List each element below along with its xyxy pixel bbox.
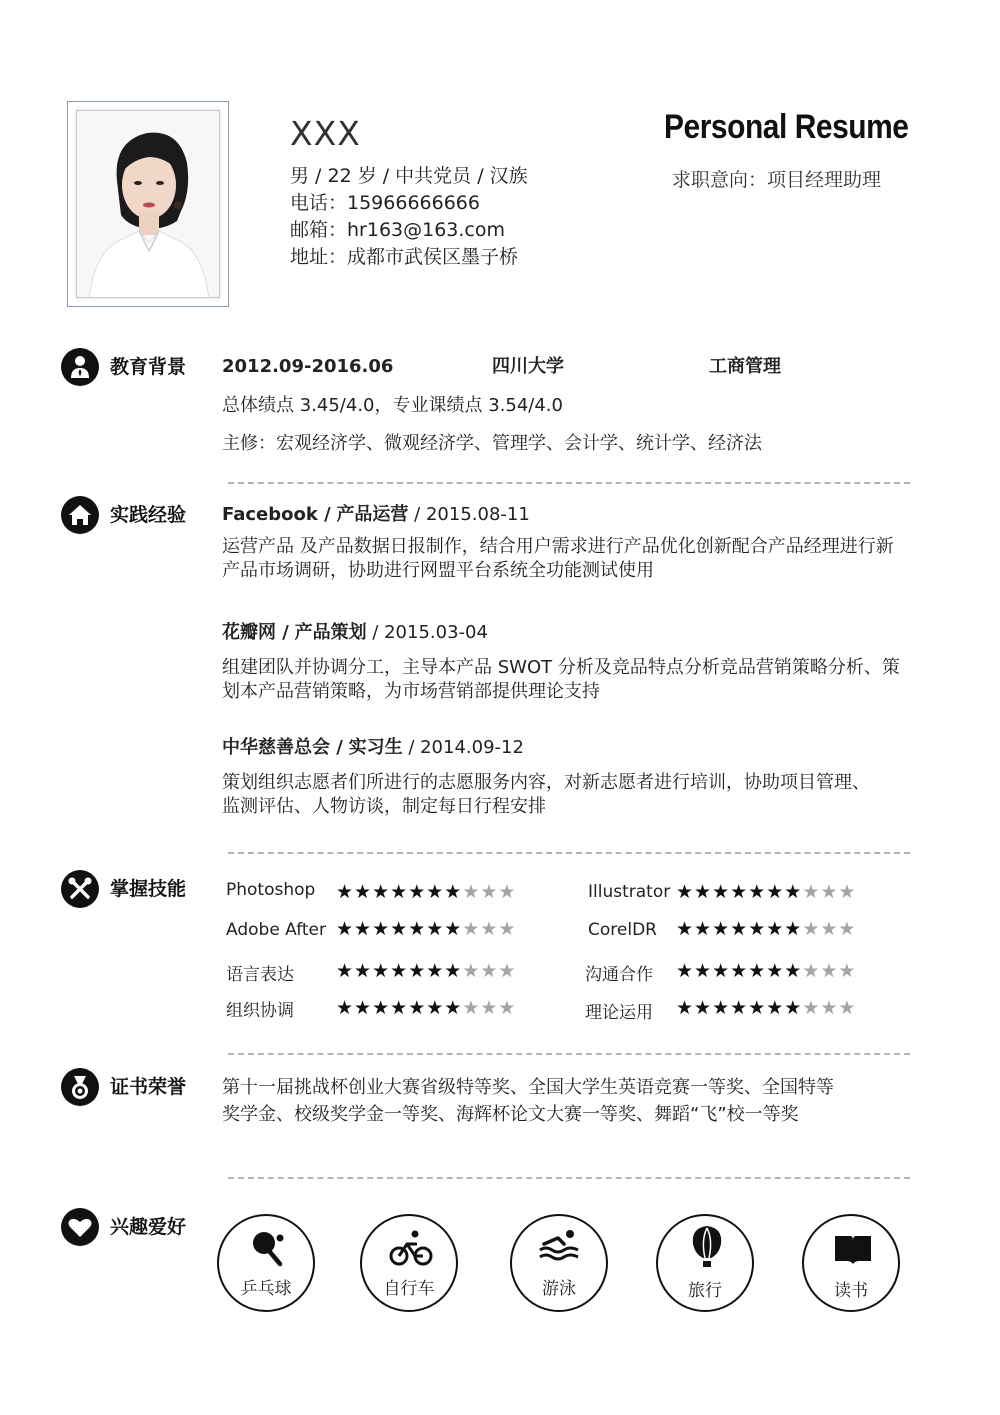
star-filled-icon: ★ bbox=[426, 960, 445, 982]
star-empty-icon: ★ bbox=[820, 881, 839, 903]
skill-rating bbox=[336, 881, 516, 903]
education-period: 2012.09-2016.06 bbox=[222, 356, 394, 377]
skill-name: 组织协调 bbox=[226, 1001, 294, 1021]
experience-date: / 2015.08-11 bbox=[414, 504, 530, 525]
star-filled-icon: ★ bbox=[694, 918, 713, 940]
skill-name: Adobe After bbox=[226, 920, 326, 940]
star-filled-icon: ★ bbox=[390, 881, 409, 903]
star-filled-icon: ★ bbox=[408, 918, 427, 940]
experience-section-title: 实践经验 bbox=[110, 504, 187, 526]
star-empty-icon: ★ bbox=[838, 997, 857, 1019]
star-empty-icon: ★ bbox=[480, 881, 499, 903]
hobbies-section-title: 兴趣爱好 bbox=[110, 1216, 187, 1238]
star-filled-icon: ★ bbox=[372, 997, 391, 1019]
star-empty-icon: ★ bbox=[480, 918, 499, 940]
email-info: 邮箱：hr163@163.com bbox=[290, 219, 506, 241]
section-divider bbox=[228, 482, 910, 484]
bicycle-icon bbox=[389, 1228, 433, 1268]
star-filled-icon: ★ bbox=[390, 960, 409, 982]
star-empty-icon: ★ bbox=[838, 960, 857, 982]
skill-name: CorelDR bbox=[588, 920, 657, 940]
star-filled-icon: ★ bbox=[676, 960, 695, 982]
experience-desc: 产品市场调研，协助进行网盟平台系统全功能测试使用 bbox=[222, 560, 654, 581]
address-info: 地址：成都市武侯区墨子桥 bbox=[290, 246, 519, 268]
star-empty-icon: ★ bbox=[820, 918, 839, 940]
skill-rating bbox=[676, 918, 856, 940]
star-filled-icon: ★ bbox=[354, 997, 373, 1019]
star-empty-icon: ★ bbox=[802, 960, 821, 982]
skill-name: 理论运用 bbox=[585, 1003, 653, 1023]
star-empty-icon: ★ bbox=[820, 997, 839, 1019]
book-icon bbox=[833, 1232, 873, 1268]
hobby-travel bbox=[656, 1214, 754, 1312]
hobby-label: 游泳 bbox=[542, 1279, 576, 1299]
experience-item-2-header bbox=[222, 618, 488, 644]
honors-text: 第十一届挑战杯创业大赛省级特等奖、全国大学生英语竞赛一等奖、全国特等 bbox=[222, 1077, 834, 1098]
star-empty-icon: ★ bbox=[838, 881, 857, 903]
star-filled-icon: ★ bbox=[676, 881, 695, 903]
skill-name: Illustrator bbox=[588, 882, 671, 902]
star-filled-icon: ★ bbox=[336, 918, 355, 940]
experience-date: / 2014.09-12 bbox=[408, 737, 524, 758]
hobby-label: 旅行 bbox=[688, 1281, 722, 1301]
star-empty-icon: ★ bbox=[462, 960, 481, 982]
star-filled-icon: ★ bbox=[354, 881, 373, 903]
experience-desc: 监测评估、人物访谈，制定每日行程安排 bbox=[222, 796, 546, 817]
star-filled-icon: ★ bbox=[766, 918, 785, 940]
star-empty-icon: ★ bbox=[498, 997, 517, 1019]
candidate-name: XXX bbox=[290, 114, 361, 153]
star-filled-icon: ★ bbox=[712, 918, 731, 940]
star-filled-icon: ★ bbox=[748, 918, 767, 940]
ping-pong-icon bbox=[248, 1228, 288, 1268]
experience-item-3-header bbox=[222, 733, 524, 759]
star-empty-icon: ★ bbox=[802, 918, 821, 940]
experience-role: 实习生 bbox=[348, 737, 403, 758]
section-divider bbox=[228, 1053, 910, 1055]
star-filled-icon: ★ bbox=[766, 960, 785, 982]
skill-rating bbox=[676, 960, 856, 982]
star-filled-icon: ★ bbox=[748, 997, 767, 1019]
hobby-ping-pong bbox=[217, 1214, 315, 1312]
skills-section-title: 掌握技能 bbox=[110, 878, 187, 900]
phone-info: 电话：15966666666 bbox=[290, 192, 480, 214]
star-filled-icon: ★ bbox=[784, 918, 803, 940]
star-filled-icon: ★ bbox=[730, 997, 749, 1019]
experience-desc: 策划组织志愿者们所进行的志愿服务内容，对新志愿者进行培训，协助项目管理、 bbox=[222, 772, 870, 793]
star-filled-icon: ★ bbox=[390, 918, 409, 940]
skill-name: Photoshop bbox=[226, 880, 316, 900]
education-section-title: 教育背景 bbox=[110, 356, 187, 378]
hobby-label: 乒乓球 bbox=[240, 1279, 292, 1299]
skill-rating bbox=[676, 997, 856, 1019]
star-empty-icon: ★ bbox=[802, 997, 821, 1019]
star-filled-icon: ★ bbox=[694, 997, 713, 1019]
star-filled-icon: ★ bbox=[336, 960, 355, 982]
star-filled-icon: ★ bbox=[766, 997, 785, 1019]
experience-org: 中华慈善总会 / bbox=[222, 737, 343, 758]
star-filled-icon: ★ bbox=[676, 918, 695, 940]
swimming-icon bbox=[538, 1226, 582, 1266]
star-filled-icon: ★ bbox=[694, 960, 713, 982]
experience-desc: 划本产品营销策略，为市场营销部提供理论支持 bbox=[222, 681, 600, 702]
experience-role: 产品策划 bbox=[294, 622, 367, 643]
star-empty-icon: ★ bbox=[498, 881, 517, 903]
star-filled-icon: ★ bbox=[748, 881, 767, 903]
star-filled-icon: ★ bbox=[336, 881, 355, 903]
graduate-person-icon bbox=[61, 348, 99, 386]
experience-org: Facebook / bbox=[222, 504, 331, 525]
profile-photo bbox=[76, 110, 220, 298]
section-divider bbox=[228, 1177, 910, 1179]
star-filled-icon: ★ bbox=[408, 997, 427, 1019]
star-filled-icon: ★ bbox=[372, 881, 391, 903]
star-filled-icon: ★ bbox=[676, 997, 695, 1019]
hobby-label: 自行车 bbox=[383, 1279, 435, 1299]
hobby-label: 读书 bbox=[834, 1281, 868, 1301]
star-empty-icon: ★ bbox=[498, 918, 517, 940]
star-filled-icon: ★ bbox=[354, 960, 373, 982]
job-intent: 求职意向：项目经理助理 bbox=[672, 169, 882, 191]
star-filled-icon: ★ bbox=[426, 881, 445, 903]
heart-icon bbox=[61, 1208, 99, 1246]
star-filled-icon: ★ bbox=[426, 997, 445, 1019]
star-filled-icon: ★ bbox=[336, 997, 355, 1019]
star-empty-icon: ★ bbox=[480, 997, 499, 1019]
honors-section-title: 证书荣誉 bbox=[110, 1076, 187, 1098]
experience-date: / 2015.03-04 bbox=[372, 622, 488, 643]
star-filled-icon: ★ bbox=[730, 881, 749, 903]
experience-role: 产品运营 bbox=[336, 504, 409, 525]
hobby-swimming bbox=[510, 1214, 608, 1312]
star-filled-icon: ★ bbox=[730, 960, 749, 982]
hobby-reading bbox=[802, 1214, 900, 1312]
star-filled-icon: ★ bbox=[390, 997, 409, 1019]
star-filled-icon: ★ bbox=[712, 997, 731, 1019]
star-filled-icon: ★ bbox=[784, 960, 803, 982]
skill-rating bbox=[336, 918, 516, 940]
star-filled-icon: ★ bbox=[408, 881, 427, 903]
star-filled-icon: ★ bbox=[712, 960, 731, 982]
education-gpa: 总体绩点 3.45/4.0，专业课绩点 3.54/4.0 bbox=[222, 395, 563, 416]
medal-icon bbox=[61, 1068, 99, 1106]
education-courses: 主修：宏观经济学、微观经济学、管理学、会计学、统计学、经济法 bbox=[222, 433, 762, 454]
honors-text: 奖学金、校级奖学金一等奖、海辉杯论文大赛一等奖、舞蹈“飞”校一等奖 bbox=[222, 1104, 799, 1125]
star-empty-icon: ★ bbox=[462, 918, 481, 940]
skill-rating bbox=[676, 881, 856, 903]
star-filled-icon: ★ bbox=[784, 881, 803, 903]
star-empty-icon: ★ bbox=[480, 960, 499, 982]
skill-rating bbox=[336, 997, 516, 1019]
basic-info: 男 / 22 岁 / 中共党员 / 汉族 bbox=[290, 165, 528, 187]
star-filled-icon: ★ bbox=[730, 918, 749, 940]
skill-name: 语言表达 bbox=[226, 965, 294, 985]
star-empty-icon: ★ bbox=[820, 960, 839, 982]
education-school: 四川大学 bbox=[492, 356, 564, 377]
experience-desc: 组建团队并协调分工，主导本产品 SWOT 分析及竞品特点分析竞品营销策略分析、策 bbox=[222, 657, 900, 678]
resume-title: Personal Resume bbox=[664, 108, 909, 146]
home-icon bbox=[61, 496, 99, 534]
star-empty-icon: ★ bbox=[498, 960, 517, 982]
star-filled-icon: ★ bbox=[748, 960, 767, 982]
skill-rating bbox=[336, 960, 516, 982]
star-filled-icon: ★ bbox=[444, 918, 463, 940]
hobby-cycling bbox=[360, 1214, 458, 1312]
star-filled-icon: ★ bbox=[372, 918, 391, 940]
star-filled-icon: ★ bbox=[766, 881, 785, 903]
star-filled-icon: ★ bbox=[426, 918, 445, 940]
star-filled-icon: ★ bbox=[354, 918, 373, 940]
star-filled-icon: ★ bbox=[408, 960, 427, 982]
tools-icon bbox=[61, 870, 99, 908]
star-empty-icon: ★ bbox=[838, 918, 857, 940]
star-empty-icon: ★ bbox=[462, 881, 481, 903]
skill-name: 沟通合作 bbox=[585, 965, 653, 985]
star-filled-icon: ★ bbox=[694, 881, 713, 903]
education-major: 工商管理 bbox=[709, 356, 781, 377]
star-filled-icon: ★ bbox=[372, 960, 391, 982]
star-empty-icon: ★ bbox=[462, 997, 481, 1019]
star-empty-icon: ★ bbox=[802, 881, 821, 903]
star-filled-icon: ★ bbox=[444, 881, 463, 903]
experience-desc: 运营产品 及产品数据日报制作，结合用户需求进行产品优化创新配合产品经理进行新 bbox=[222, 536, 894, 557]
hot-air-balloon-icon bbox=[687, 1224, 727, 1268]
experience-item-1-header bbox=[222, 500, 530, 526]
section-divider bbox=[228, 852, 910, 854]
star-filled-icon: ★ bbox=[444, 960, 463, 982]
profile-photo-frame bbox=[67, 101, 229, 307]
star-filled-icon: ★ bbox=[712, 881, 731, 903]
experience-org: 花瓣网 / bbox=[222, 622, 289, 643]
star-filled-icon: ★ bbox=[784, 997, 803, 1019]
star-filled-icon: ★ bbox=[444, 997, 463, 1019]
